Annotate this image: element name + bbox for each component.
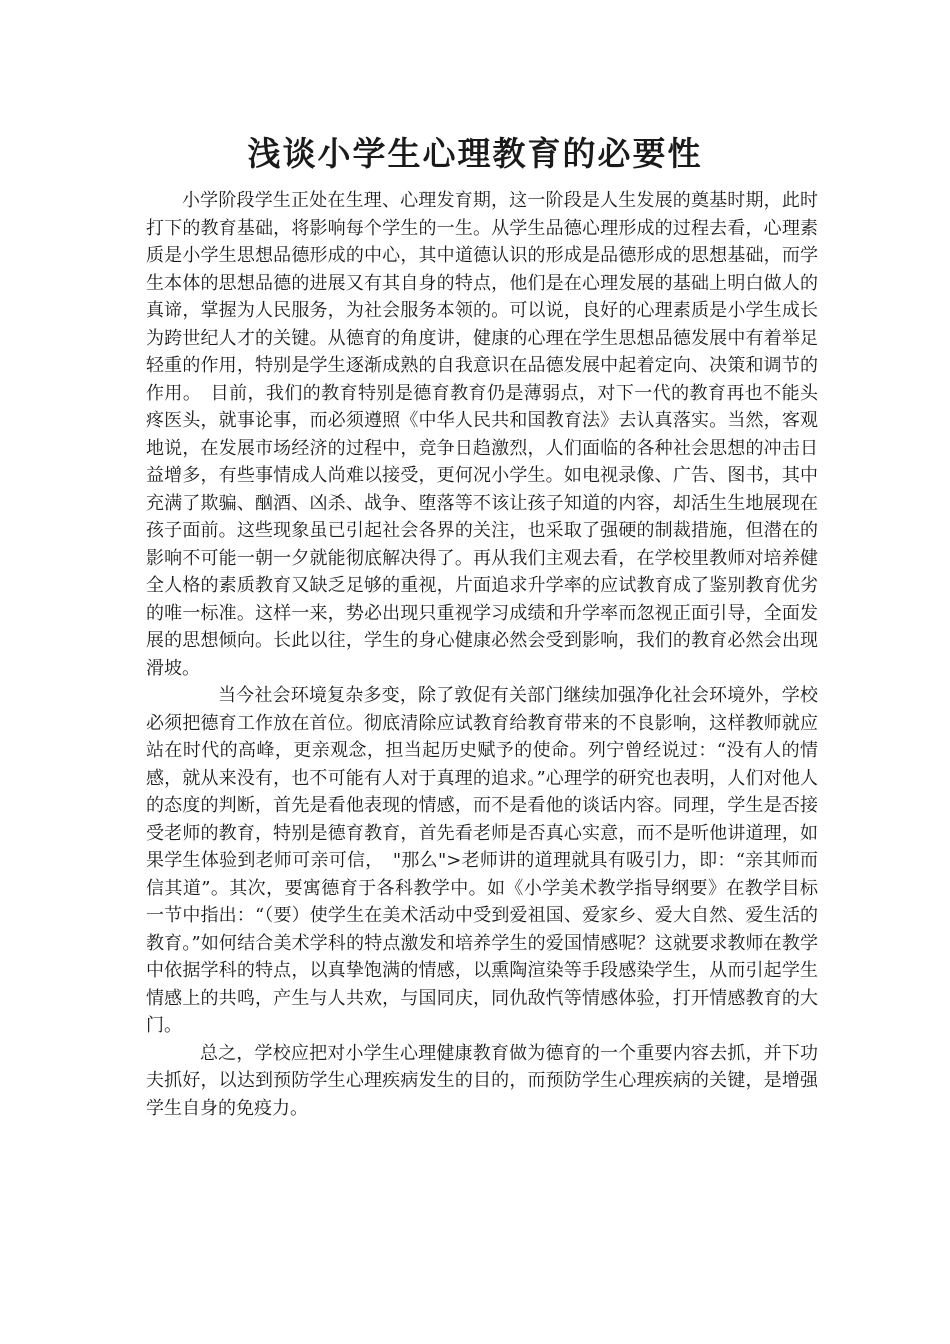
paragraph-3: 总之，学校应把对小学生心理健康教育做为德育的一个重要内容去抓，并下功夫抓好，以达到预防学生心理疾病发生的目的，而预防学生心理疾病的关键，是增强学生自身的免疫力。 xyxy=(146,1042,818,1119)
document-body xyxy=(146,187,818,1122)
paragraph-2: 当今社会环境复杂多变，除了敦促有关部门继续加强净化社会环境外，学校必须把德育工作放在首位。彻底清除应试教育给教育带来的不良影响，这样教师就应站在时代的高峰，更亲观念，担当起历史赋予的使命。列宁曾经说过：“没有人的情感，就从来没有，也不可能有人对于真理的追求。”心理学的研究也表明，人们对他人的态度的判断，首先是看他表现的情感，而不是看他的谈话内容。同理，学生是否接受老师的教育，特别是德育教育，首先看老师是否真心实意，而不是听他讲道理，如果学生体验到老师可亲可信， "那么">老师讲的道理就具有吸引力，即：“亲其师而信其道”。其次，要寓德育于各科教学中。如《小学美术教学指导纲要》在教学目标一节中指出：“（要）使学生在美术活动中受到爱祖国、爱家乡、爱大自然、爱生活的教育。”如何结合美术学科的特点激发和培养学生的爱国情感呢？这就要求教师在教学中依据学科的特点，以真挚饱满的情感，以熏陶渲染等手段感染学生，从而引起学生情感上的共鸣，产生与人共欢，与国同庆，同仇敌忾等情感体验，打开情感教育的大门。 xyxy=(146,685,818,1036)
document-title: 浅谈小学生心理教育的必要性 xyxy=(247,134,703,173)
paragraph-1: 小学阶段学生正处在生理、心理发育期，这一阶段是人生发展的奠基时期，此时打下的教育基础，将影响每个学生的一生。从学生品德心理形成的过程去看，心理素质是小学生思想品德形成的中心，其中道德认识的形成是品德形成的思想基础，而学生本体的思想品德的进展又有其自身的特点，他们是在心理发展的基础上明白做人的真谛，掌握为人民服务，为社会服务本领的。可以说，良好的心理素质是小学生成长为跨世纪人才的关键。从德育的角度讲，健康的心理在学生思想品德发展中有着举足轻重的作用，特别是学生逐渐成熟的自我意识在品德发展中起着定向、决策和调节的作用。 目前，我们的教育特别是德育教育仍是薄弱点，对下一代的教育再也不能头疼医头，就事论事，而必须遵照《中华人民共和国教育法》去认真落实。当然，客观地说，在发展市场经济的过程中，竞争日趋激烈，人们面临的各种社会思想的冲击日益增多，有些事情成人尚难以接受，更何况小学生。如电视录像、广告、图书，其中充满了欺骗、酗酒、凶杀、战争、堕落等不该让孩子知道的内容，却活生生地展现在孩子面前。这些现象虽已引起社会各界的关注，也采取了强硬的制裁措施，但潜在的影响不可能一朝一夕就能彻底解决得了。再从我们主观去看，在学校里教师对培养健全人格的素质教育又缺乏足够的重视，片面追求升学率的应试教育成了鉴别教育优劣的唯一标准。这样一来，势必出现只重视学习成绩和升学率而忽视正面引导，全面发展的思想倾向。长此以往，学生的身心健康必然会受到影响，我们的教育必然会出现滑坡。 xyxy=(146,190,818,679)
